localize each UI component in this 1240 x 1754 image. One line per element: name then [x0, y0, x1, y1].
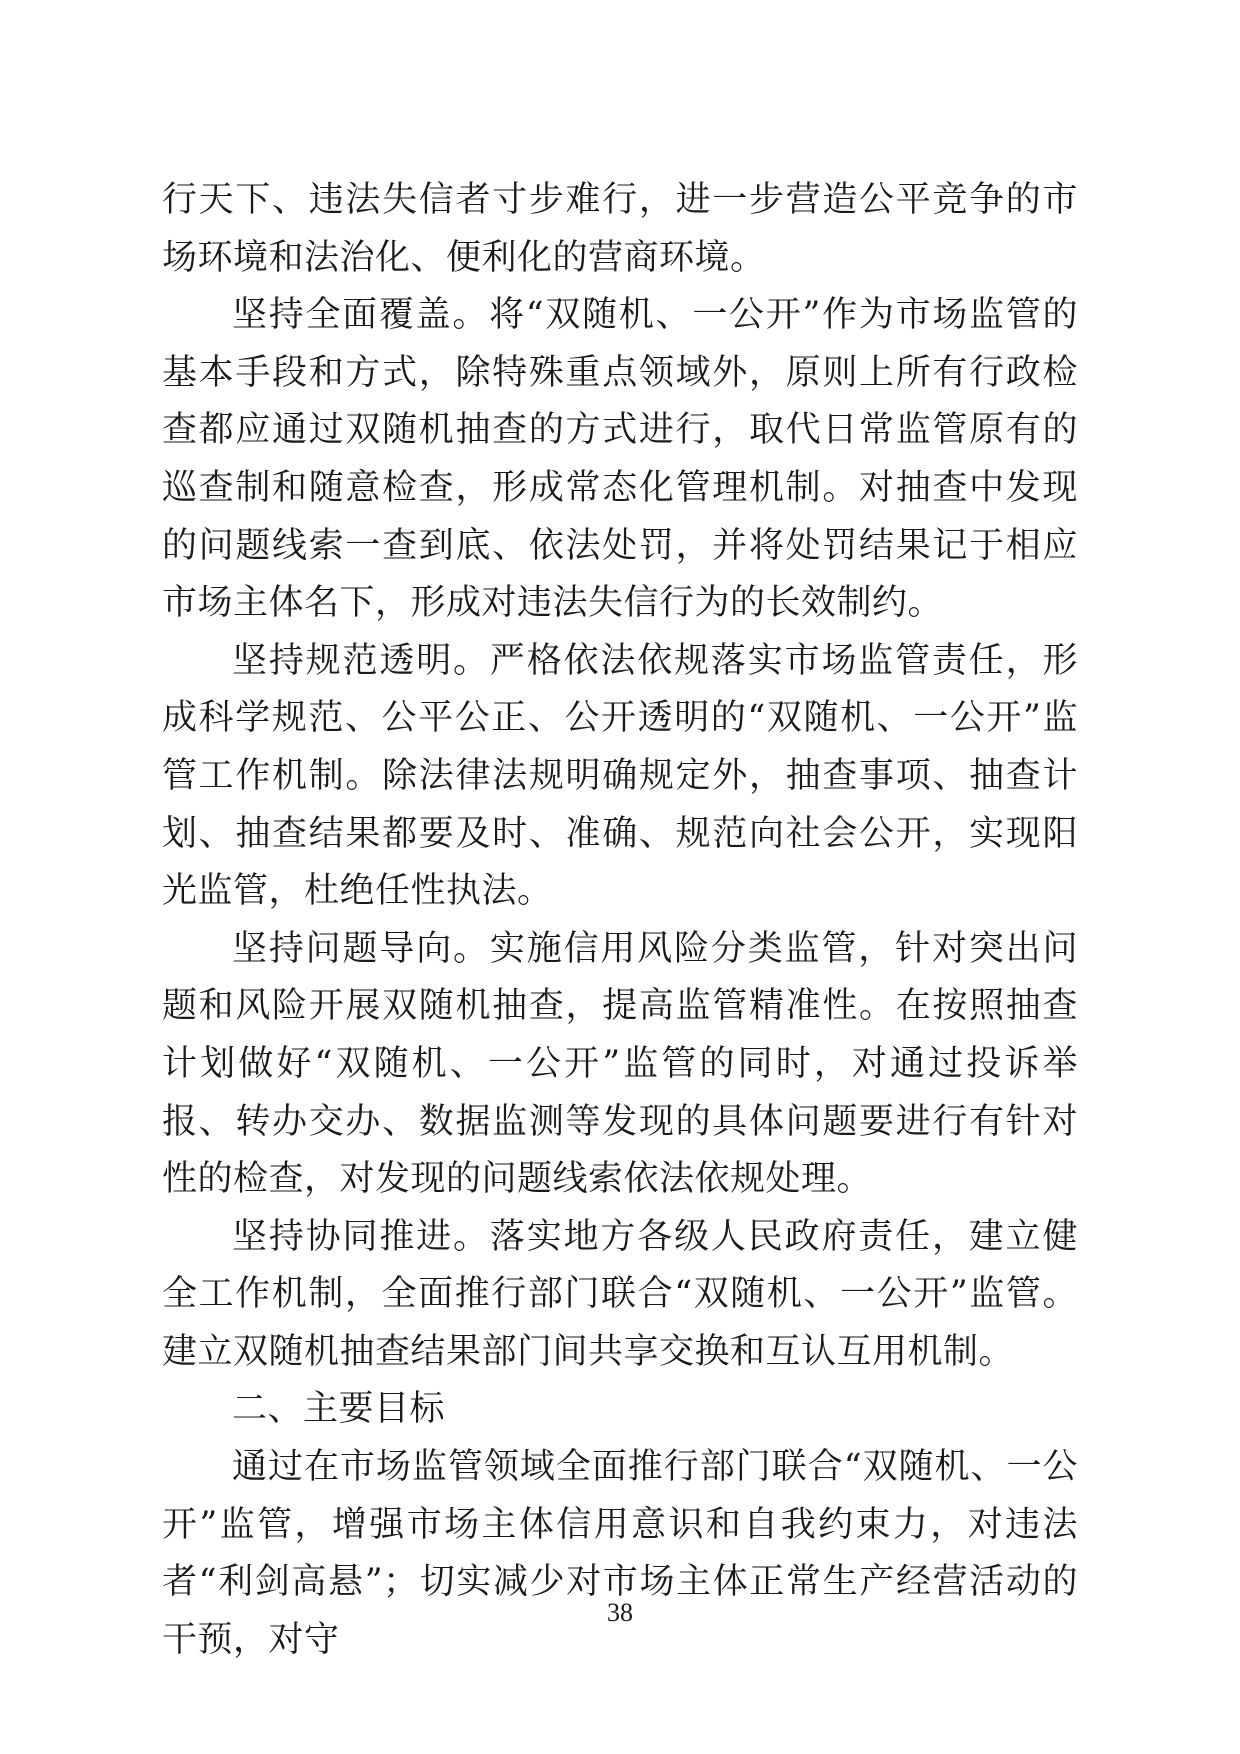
paragraph-continuation: 行天下、违法失信者寸步难行，进一步营造公平竞争的市场环境和法治化、便利化的营商环境。: [162, 180, 1078, 278]
paragraph-problem-oriented: 坚持问题导向。实施信用风险分类监管，针对突出问题和风险开展双随机抽查，提高监管精准性。在按照抽查计划做好“双随机、一公开”监管的同时，对通过投诉举报、转办交办、数据监测等发现的具体问题要进行有针对性的检查，对发现的问题线索依法依规处理。: [162, 928, 1078, 1200]
body-text: [162, 172, 1078, 1669]
section-heading: 二、主要目标: [232, 1389, 446, 1430]
paragraph-main-goals: 通过在市场监管领域全面推行部门联合“双随机、一公开”监管，增强市场主体信用意识和自我约束力，对违法者“利剑高悬”；切实减少对市场主体正常生产经营活动的干预，对守: [162, 1447, 1078, 1660]
paragraph-standard-transparent: 坚持规范透明。严格依法依规落实市场监管责任，形成科学规范、公平公正、公开透明的“双随机、一公开”监管工作机制。除法律法规明确规定外，抽查事项、抽查计划、抽查结果都要及时、准确、规范向社会公开，实现阳光监管，杜绝任性执法。: [162, 640, 1078, 912]
paragraph-full-coverage: 坚持全面覆盖。将“双随机、一公开”作为市场监管的基本手段和方式，除特殊重点领域外，原则上所有行政检查都应通过双随机抽查的方式进行，取代日常监管原有的巡查制和随意检查，形成常态化管理机制。对抽查中发现的问题线索一查到底、依法处罚，并将处罚结果记于相应市场主体名下，形成对违法失信行为的长效制约。: [162, 295, 1078, 624]
page-number: 38: [607, 1598, 633, 1627]
paragraph-collaborative: 坚持协同推进。落实地方各级人民政府责任，建立健全工作机制，全面推行部门联合“双随机、一公开”监管。建立双随机抽查结果部门间共享交换和互认互用机制。: [162, 1216, 1078, 1372]
